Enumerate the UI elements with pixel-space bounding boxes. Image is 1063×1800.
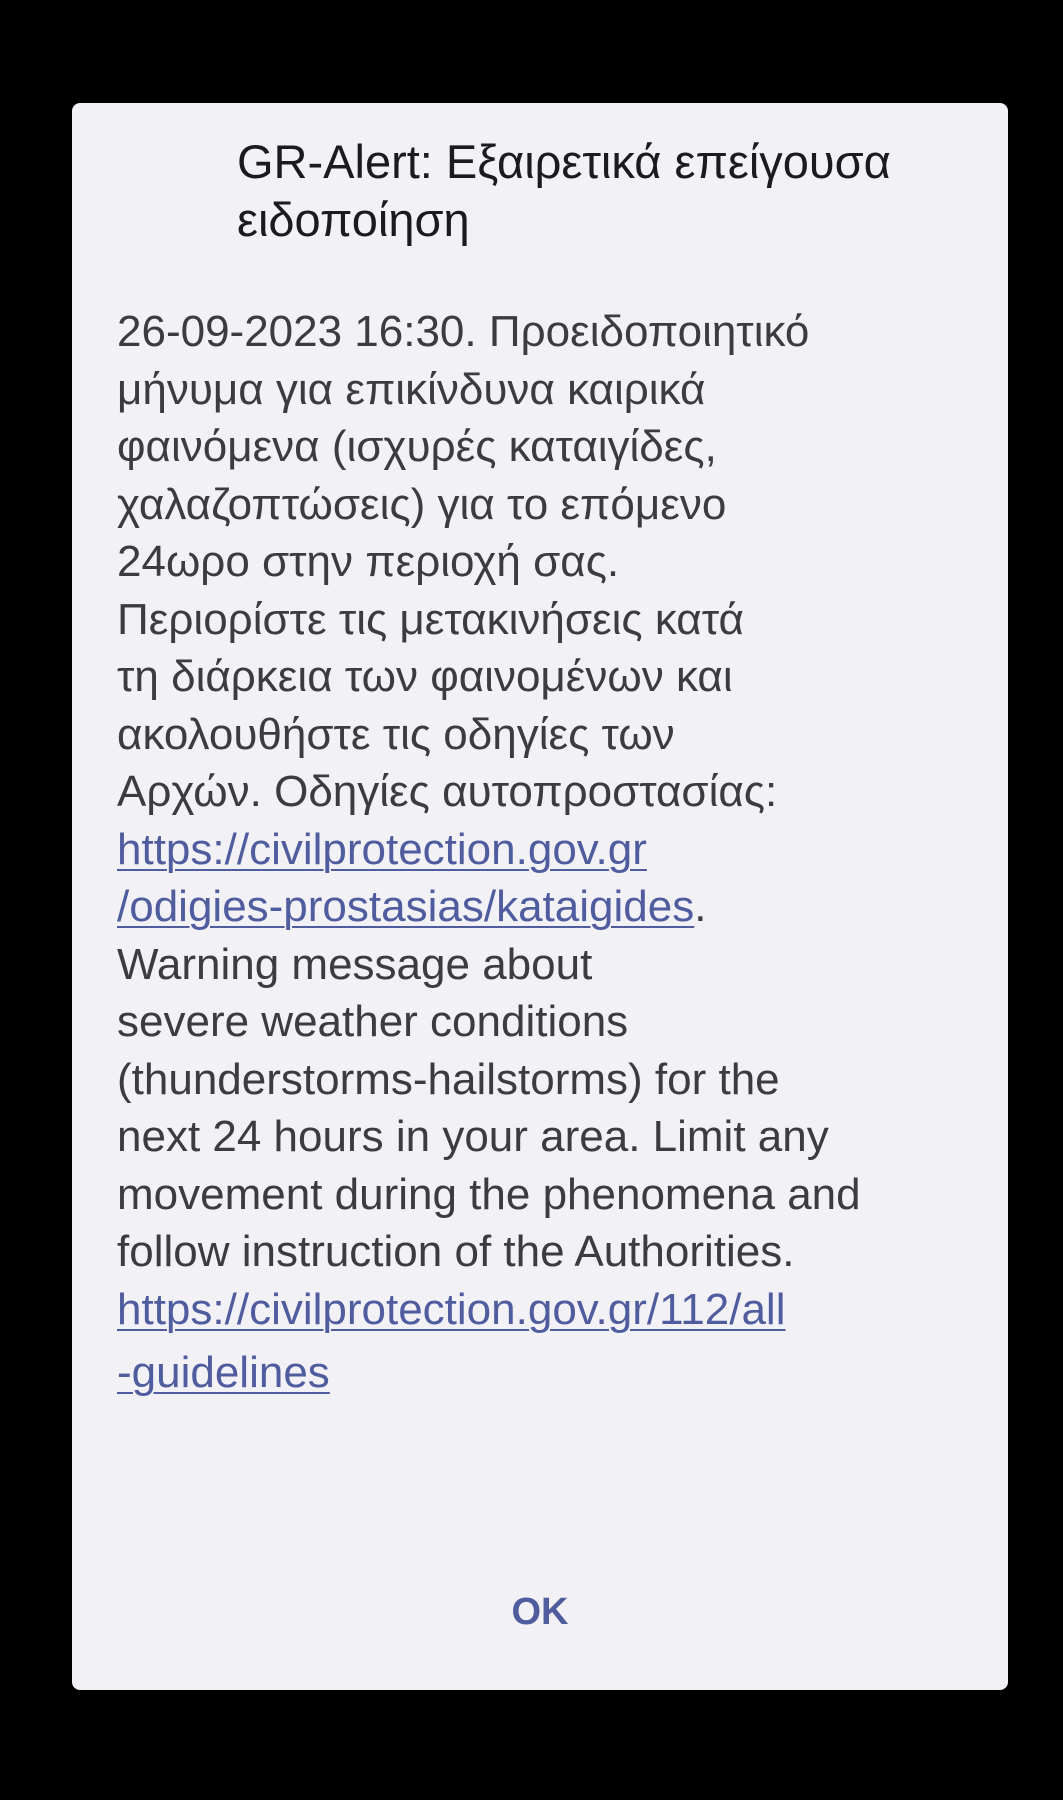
guidelines-link-greek[interactable]: https://civilprotection.gov.gr: [117, 824, 647, 874]
message-line: Warning message about: [117, 939, 593, 989]
dialog-title: [237, 133, 977, 249]
guidelines-link-english[interactable]: https://civilprotection.gov.gr/112/all: [117, 1284, 786, 1334]
guidelines-link-english-row-2: [117, 1344, 977, 1402]
message-line: next 24 hours in your area. Limit any: [117, 1112, 829, 1161]
message-line: φαινόμενα (ισχυρές καταιγίδες,: [117, 422, 717, 471]
guidelines-link-greek-row: [117, 821, 977, 879]
alert-dialog: [72, 103, 1008, 1690]
guidelines-link-english-continued[interactable]: -guidelines: [117, 1348, 330, 1397]
guidelines-link-greek-row-2: [117, 878, 977, 936]
message-line: (thunderstorms-hailstorms) for the: [117, 1054, 780, 1104]
message-line: μήνυμα για επικίνδυνα καιρικά: [117, 364, 706, 414]
alert-message: [117, 303, 977, 1402]
ok-button[interactable]: OK: [482, 1581, 599, 1644]
message-line: Περιορίστε τις μετακινήσεις κατά: [117, 594, 744, 644]
message-line: χαλαζοπτώσεις) για το επόμενο: [117, 479, 727, 529]
message-line: τη διάρκεια των φαινομένων και: [117, 652, 733, 701]
message-line: severe weather conditions: [117, 997, 629, 1046]
message-line: movement during the phenomena and: [117, 1169, 861, 1219]
dialog-title-line-2: ειδοποίηση: [237, 193, 470, 246]
dialog-title-line-1: GR-Alert: Εξαιρετικά επείγουσα: [237, 135, 891, 188]
message-line: follow instruction of the Authorities.: [117, 1227, 795, 1276]
message-line: ακολουθήστε τις οδηγίες των: [117, 709, 675, 759]
guidelines-link-english-row: [117, 1281, 977, 1339]
message-line: 26-09-2023 16:30. Προειδοποιητικό: [117, 307, 810, 356]
message-line: Αρχών. Οδηγίες αυτοπροστασίας:: [117, 767, 778, 816]
message-punctuation: .: [694, 882, 707, 931]
message-line: 24ωρο στην περιοχή σας.: [117, 537, 620, 586]
guidelines-link-greek-continued[interactable]: /odigies-prostasias/kataigides: [117, 882, 695, 931]
